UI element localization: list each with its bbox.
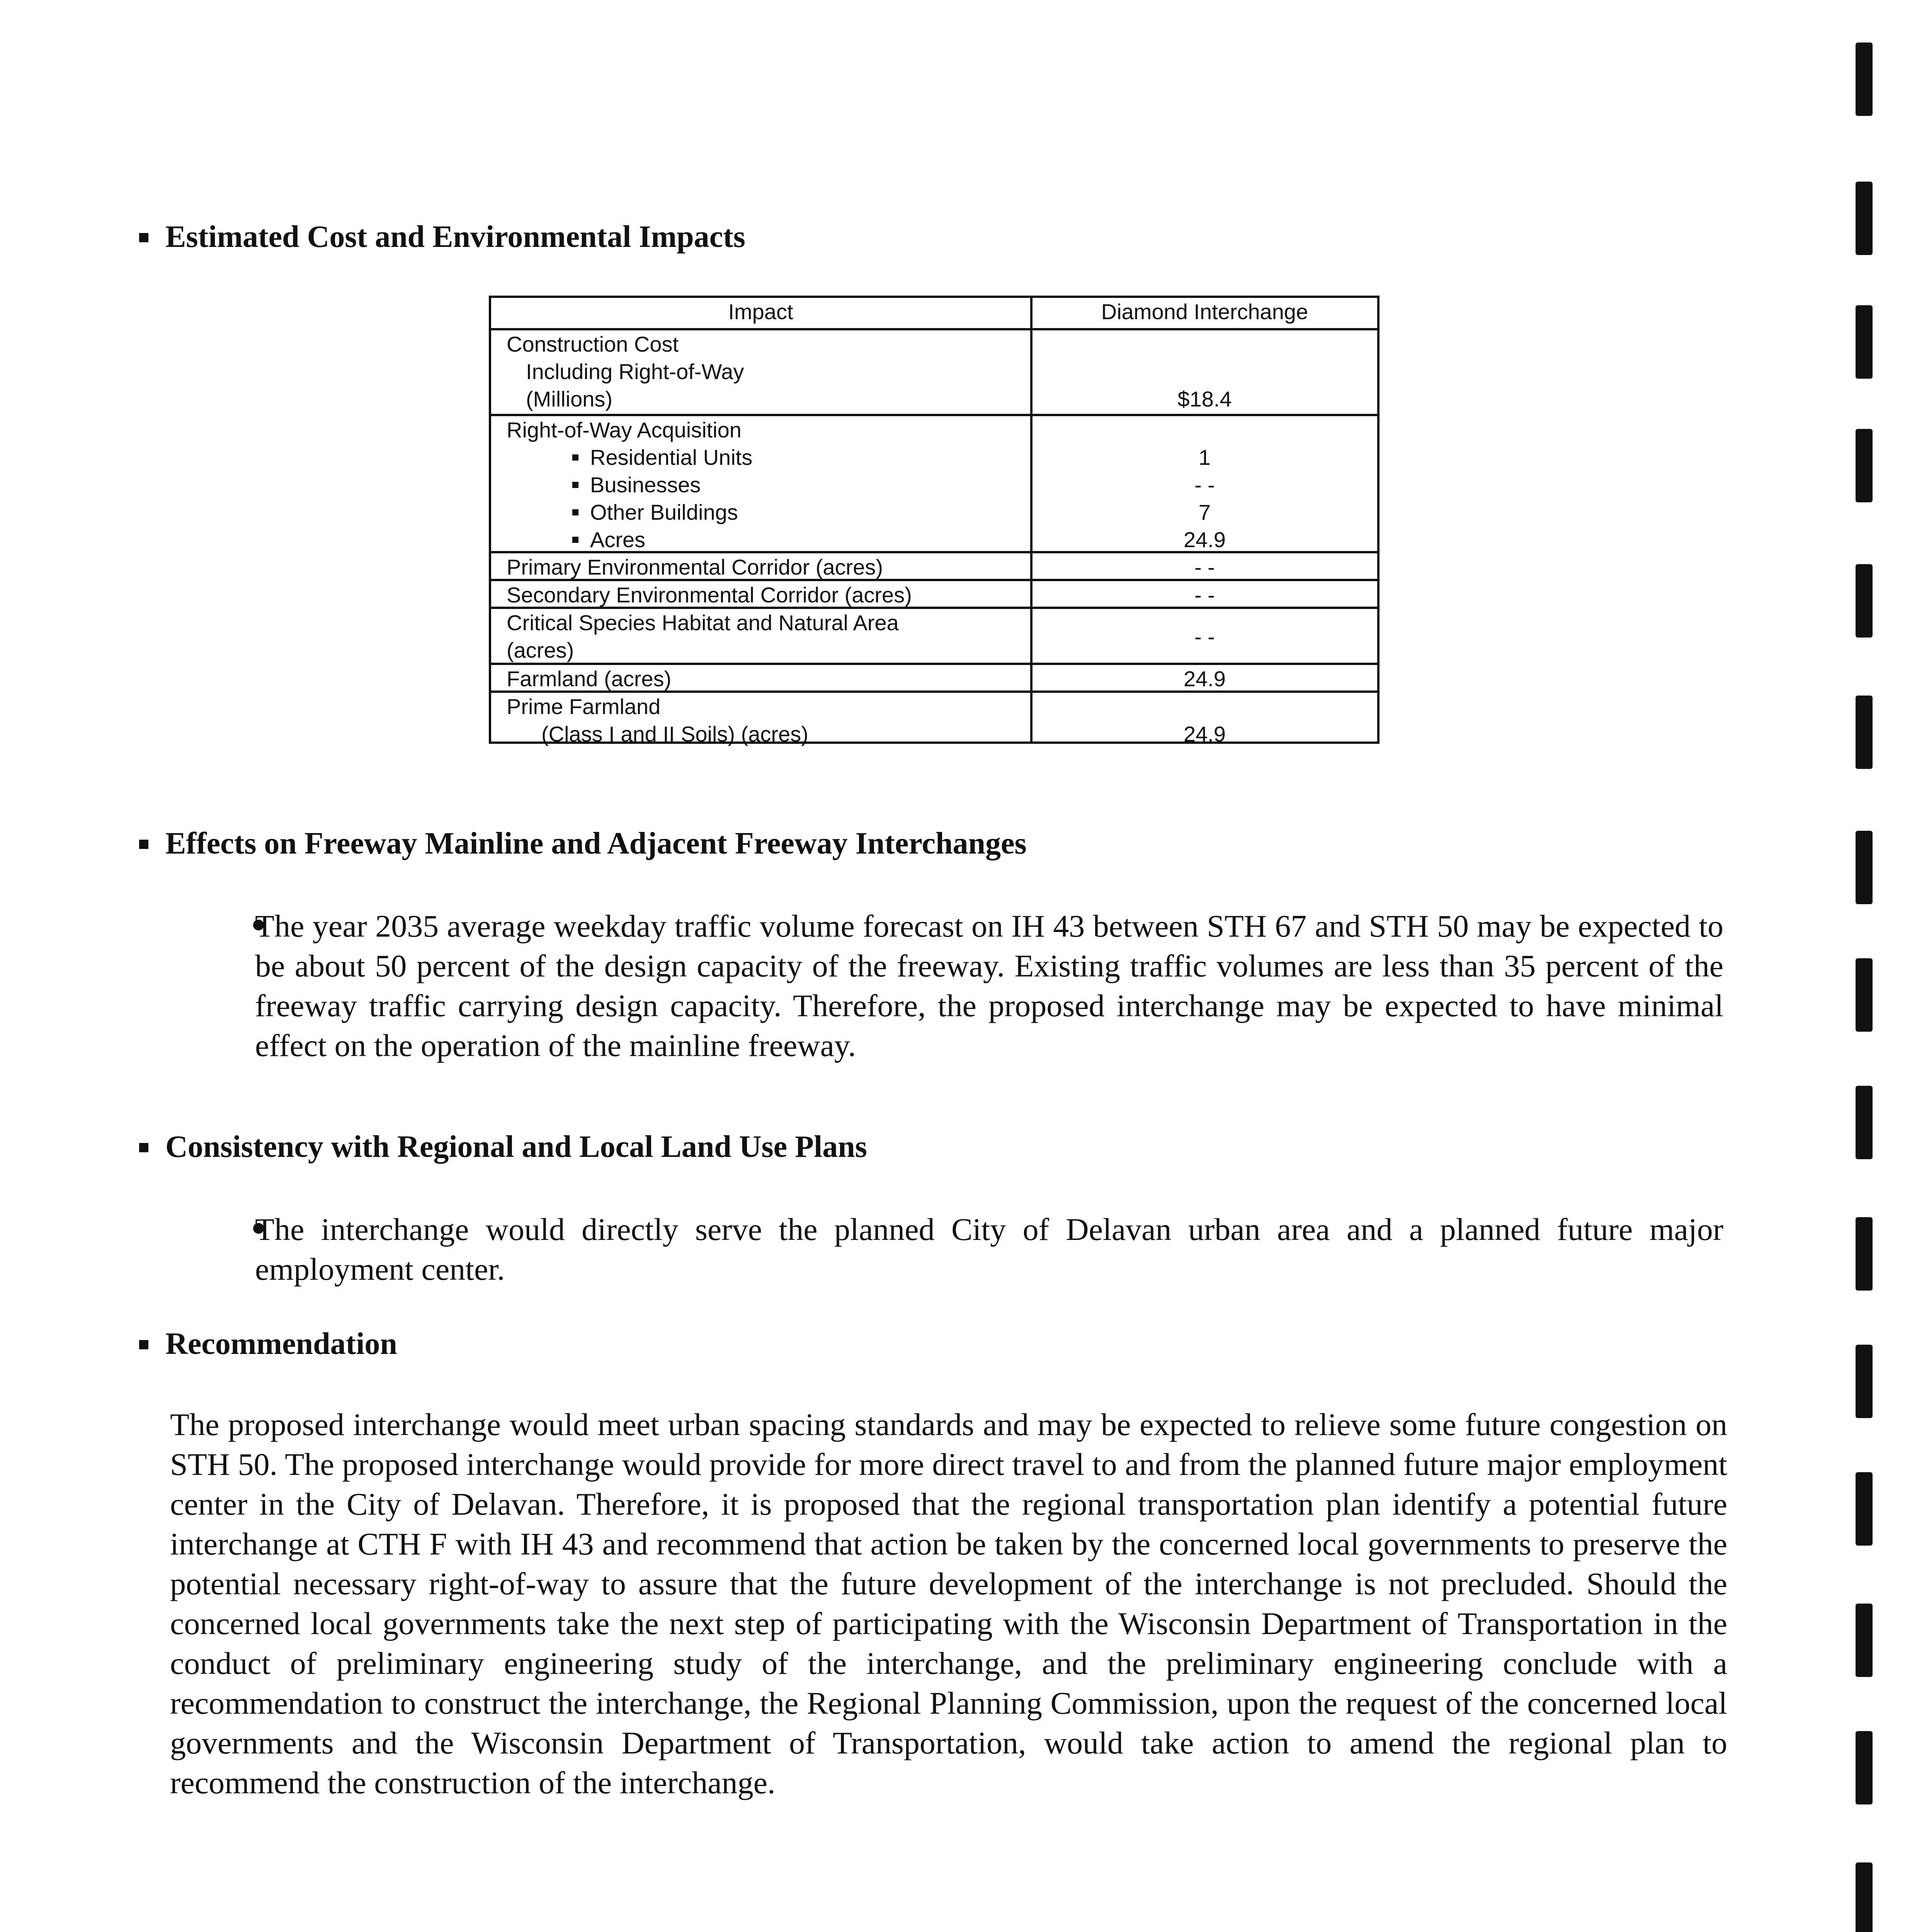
binding-holes xyxy=(1848,0,1894,1932)
construction-cost-sub1: Including Right-of-Way xyxy=(526,359,744,384)
critical-species-sub: (acres) xyxy=(507,638,574,662)
consistency-bullet-text: The interchange would directly serve the planned City of Delavan urban area and a planned future major employment center. xyxy=(255,1212,1723,1287)
binding-hole-icon xyxy=(1856,1731,1873,1804)
section-heading-consistency xyxy=(139,1128,867,1165)
binding-hole-icon xyxy=(1856,1604,1873,1677)
critical-species-label: Critical Species Habitat and Natural Area xyxy=(507,611,899,635)
primary-corridor-value: - - xyxy=(1194,555,1215,579)
square-bullet-icon xyxy=(139,1340,148,1349)
table-header-row xyxy=(491,298,1377,328)
square-bullet-icon xyxy=(139,840,148,849)
header-impact: Impact xyxy=(728,299,793,324)
binding-hole-icon xyxy=(1856,831,1873,904)
binding-hole-icon xyxy=(1856,1217,1873,1291)
right-of-way-label: Right-of-Way Acquisition xyxy=(507,418,742,442)
binding-hole-icon xyxy=(1856,429,1873,502)
binding-hole-icon xyxy=(1856,1472,1873,1546)
construction-cost-label: Construction Cost xyxy=(507,332,679,356)
table-row-construction-cost xyxy=(491,328,1377,414)
binding-hole-icon xyxy=(1856,182,1873,255)
table-row-farmland xyxy=(491,663,1377,690)
farmland-label: Farmland (acres) xyxy=(507,667,672,691)
square-bullet-icon xyxy=(572,509,578,515)
section-heading-recommendation xyxy=(139,1325,397,1362)
binding-hole-icon xyxy=(1856,564,1873,638)
binding-hole-icon xyxy=(1856,305,1873,379)
recommendation-body: The proposed interchange would meet urban spacing standards and may be expected to relieve some future congestion on STH 50. The proposed interchange would provide for more direct travel to and from the planned future major employment center in the City of Delavan. Therefore, it is proposed that the regional transportation plan identify a potential future interchange at CTH F with IH 43 and recommend that action be taken by the concerned local governments to preserve the potential necessary right-of-way to assure that the future development of the interchange is not precluded. Should the concerned local governments take the next step of participating with the Wisconsin Department of Transportation in the conduct of preliminary engineering study of the interchange, and the preliminary engineering conclude with a recommendation to construct the interchange, the Regional Planning Commission, upon the request of the concerned local governments and the Wisconsin Department of Transportation, would take action to amend the regional plan to recommend the construction of the interchange. xyxy=(170,1407,1727,1800)
square-bullet-icon xyxy=(572,454,578,461)
square-bullet-icon xyxy=(139,233,148,242)
heading-text: Consistency with Regional and Local Land Use Plans xyxy=(165,1130,867,1164)
binding-hole-icon xyxy=(1856,1345,1873,1418)
table-row-prime-farmland xyxy=(491,690,1377,744)
table-row-secondary-corridor xyxy=(491,579,1377,607)
prime-farmland-sub: (Class I and II Soils) (acres) xyxy=(541,722,808,746)
construction-cost-sub2: (Millions) xyxy=(526,387,612,411)
right-of-way-item: Acres xyxy=(507,526,752,553)
right-of-way-item: Businesses xyxy=(507,471,752,498)
right-of-way-item: Residential Units xyxy=(507,444,752,471)
section-heading-cost-impacts xyxy=(139,218,745,255)
prime-farmland-label: Prime Farmland xyxy=(507,694,661,719)
other-buildings-value: 7 xyxy=(1198,500,1211,524)
binding-hole-icon xyxy=(1856,696,1873,769)
binding-hole-icon xyxy=(1856,1086,1873,1159)
heading-text: Effects on Freeway Mainline and Adjacent Freeway Interchanges xyxy=(165,827,1027,861)
right-of-way-item: Other Buildings xyxy=(507,498,752,526)
acres-value: 24.9 xyxy=(1184,527,1226,552)
residential-units-value: 1 xyxy=(1198,445,1211,469)
farmland-value: 24.9 xyxy=(1184,667,1226,691)
square-bullet-icon xyxy=(572,537,578,543)
prime-farmland-value: 24.9 xyxy=(1184,722,1226,746)
heading-text: Estimated Cost and Environmental Impacts xyxy=(165,220,745,254)
secondary-corridor-value: - - xyxy=(1194,583,1215,607)
table-row-primary-corridor xyxy=(491,551,1377,579)
secondary-corridor-label: Secondary Environmental Corridor (acres) xyxy=(507,583,912,607)
section-heading-effects xyxy=(139,825,1027,862)
binding-hole-icon xyxy=(1856,43,1873,116)
primary-corridor-label: Primary Environmental Corridor (acres) xyxy=(507,555,883,579)
heading-text: Recommendation xyxy=(165,1327,397,1361)
impacts-table xyxy=(489,296,1379,744)
binding-hole-icon xyxy=(1856,958,1873,1032)
square-bullet-icon xyxy=(572,482,578,488)
critical-species-value: - - xyxy=(1194,624,1215,649)
table-row-critical-species xyxy=(491,607,1377,663)
businesses-value: - - xyxy=(1194,473,1215,497)
table-row-right-of-way xyxy=(491,414,1377,551)
header-diamond-interchange: Diamond Interchange xyxy=(1101,299,1308,324)
effects-bullet-text: The year 2035 average weekday traffic volume forecast on IH 43 between STH 67 and STH 50 may be expected to be about 50 percent of the design capacity of the freeway. Existing traffic volumes are less than 35 percent of the freeway traffic carrying design capacity. Therefore, the proposed interchange may be expected to have minimal effect on the operation of the mainline freeway. xyxy=(255,908,1723,1063)
construction-cost-value: $18.4 xyxy=(1177,387,1232,411)
binding-hole-icon xyxy=(1856,1862,1873,1932)
square-bullet-icon xyxy=(139,1143,148,1152)
